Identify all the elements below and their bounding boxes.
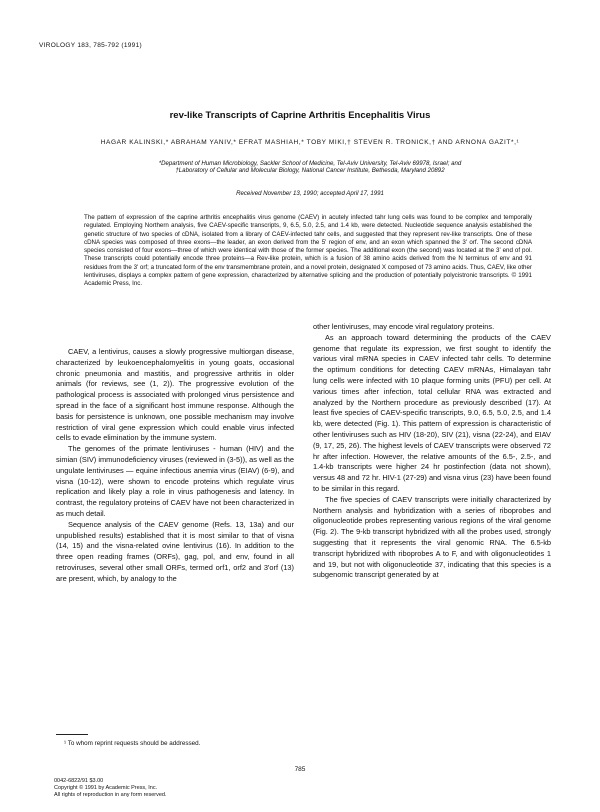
issn-line: 0042-6822/91 $3.00: [54, 778, 104, 784]
paragraph: The five species of CAEV transcripts were initially characterized by Northern analysis and hybridization with a series of riboprobes and oligonucleotide probes representing various regions of the viral genome (Fig. 2). The 9-kb transcript hybridized with all the probes used, strongly suggesting that it represents the viral genomic RNA. The 6.5-kb transcript hybridized with riboprobes A to F, and with oligonucleotides 1 and 19, but not with oligonucleotide 37, indicating that this species is a subgenomic transcript generated by at: [313, 494, 551, 580]
left-column: [56, 347, 294, 585]
abstract: The pattern of expression of the caprine arthritis encephalitis virus genome (CAEV) in acutely infected tahr lung cells was found to be complex and temporally regulated. Employing Northern analysis, five CAEV-specific transcripts, 9, 6.5, 5.0, 2.5, and 1.4 kb, were detected. Nucleotide sequence analysis established the genetic structure of two species of cDNA, isolated from a library of CAEV-infected tahr cells, and suggested that they represent rev-like transcripts. One of these cDNA species was composed of three exons—the leader, an exon derived from the 5' region of env, and an exon which spanned the 3' orf. The second cDNA species consisted of four exons—three of which were identical with those of the former species. The additional exon (the second) was located at the 3' end of pol. These transcripts could potentially encode three proteins—a Rev-like protein, which is a fusion of 38 amino acids derived from the N terminus of env and 91 residues from the 3' orf; a truncated form of the env transmembrane protein, and a novel protein, designated X composed of 73 amino acids. Thus, CAEV, like other lentiviruses, displays a complex pattern of gene expression, characterized by alternative splicing and the production of potentially polycistronic transcripts. © 1991 Academic Press, Inc.: [84, 214, 532, 288]
received-dates: Received November 13, 1990; accepted April 17, 1991: [236, 190, 384, 197]
affiliation-2: †Laboratory of Cellular and Molecular Biology, National Cancer Institute, Bethesda, Maryland 20892: [175, 167, 445, 175]
journal-header: VIROLOGY 183, 785-792 (1991): [39, 42, 142, 49]
paragraph: Sequence analysis of the CAEV genome (Refs. 13, 13a) and our unpublished results) established that it is most similar to that of visna (14, 15) and the visna-related ovine lentivirus (16). In addition to the three open reading frames (ORFs), gag, pol, and env, found in all retroviruses, several other small ORFs, termed orf1, orf2 and 3'orf (13) are present, which, by analogy to the: [56, 519, 294, 583]
copyright-notice: [54, 778, 167, 799]
footnote-rule: [56, 734, 88, 735]
affiliation-1: *Department of Human Microbiology, Sackler School of Medicine, Tel-Aviv University, Tel-Aviv 69978, Israel; and: [158, 160, 462, 167]
rights-line: All rights of reproduction in any form reserved.: [54, 792, 167, 798]
paragraph: other lentiviruses, may encode viral regulatory proteins.: [313, 322, 495, 331]
footnote: ¹ To whom reprint requests should be addressed.: [64, 740, 201, 747]
page-number: 785: [294, 766, 306, 773]
paragraph: As an approach toward determining the products of the CAEV genome that regulate its expression, we first sought to identify the various viral mRNA species in CAEV infected tahr cells. To determine the optimum conditions for detecting CAEV mRNAs, Himalayan tahr lung cells were infected with 10 plaque forming units (PFU) per cell. At various times after infection, total cellular RNA was extracted and analyzed by the Northern procedure as previously described (17). At least five species of CAEV-specific transcripts, 9.0, 6.5, 5.0, 2.5, and 1.4 kb, were detected (Fig. 1). This pattern of expression is characteristic of other lentiviruses such as HIV (18-20), SIV (21), visna (22-24), and EIAV (9, 17, 25, 26). The highest levels of CAEV transcripts were observed 72 hr after infection. However, the relative amounts of the 6.5-, 2.5-, and 1.4-kb transcripts were higher 24 hr postinfection (data not shown), versus 48 and 72 hr. HIV-1 (27-29) and visna virus (23) have been found to be similar in this regard.: [313, 332, 551, 493]
paragraph: The genomes of the primate lentiviruses - human (HIV) and the simian (SIV) immunodeficiency viruses (reviewed in (3-5)), as well as the ungulate lentiviruses — equine infectious anemia virus (EIAV) (6-9), and visna (10-12), were shown to encode proteins which regulate virus replication and likely play a role in virus pathogenesis and latency. In contrast, the regulatory proteins of CAEV have not been characterized in as much detail.: [56, 444, 294, 518]
article-title: rev-like Transcripts of Caprine Arthritis Encephalitis Virus: [169, 110, 431, 121]
copyright-line: Copyright © 1991 by Academic Press, Inc.: [54, 785, 158, 791]
affiliations: [80, 160, 540, 175]
paragraph: CAEV, a lentivirus, causes a slowly progressive multiorgan disease, characterized by leukoencephalomyelitis in young goats, occasional chronic pneumonia and mastitis, and progressive arthritis in older animals (for reviews, see (1, 2)). The progressive evolution of the pathological process is associated with prolonged virus persistence and spread in the face of a significant host immune response. Although the basis for persistence is unknown, one possible mechanism may involve restriction of viral gene expression which could enable virus infected cells to evade elimination by the immune system.: [56, 347, 294, 443]
author-list: HAGAR KALINSKI,* ABRAHAM YANIV,* EFRAT MASHIAH,* TOBY MIKI,† STEVEN R. TRONICK,† AND ARNONA GAZIT*,¹: [100, 139, 520, 146]
right-column: [313, 322, 551, 581]
